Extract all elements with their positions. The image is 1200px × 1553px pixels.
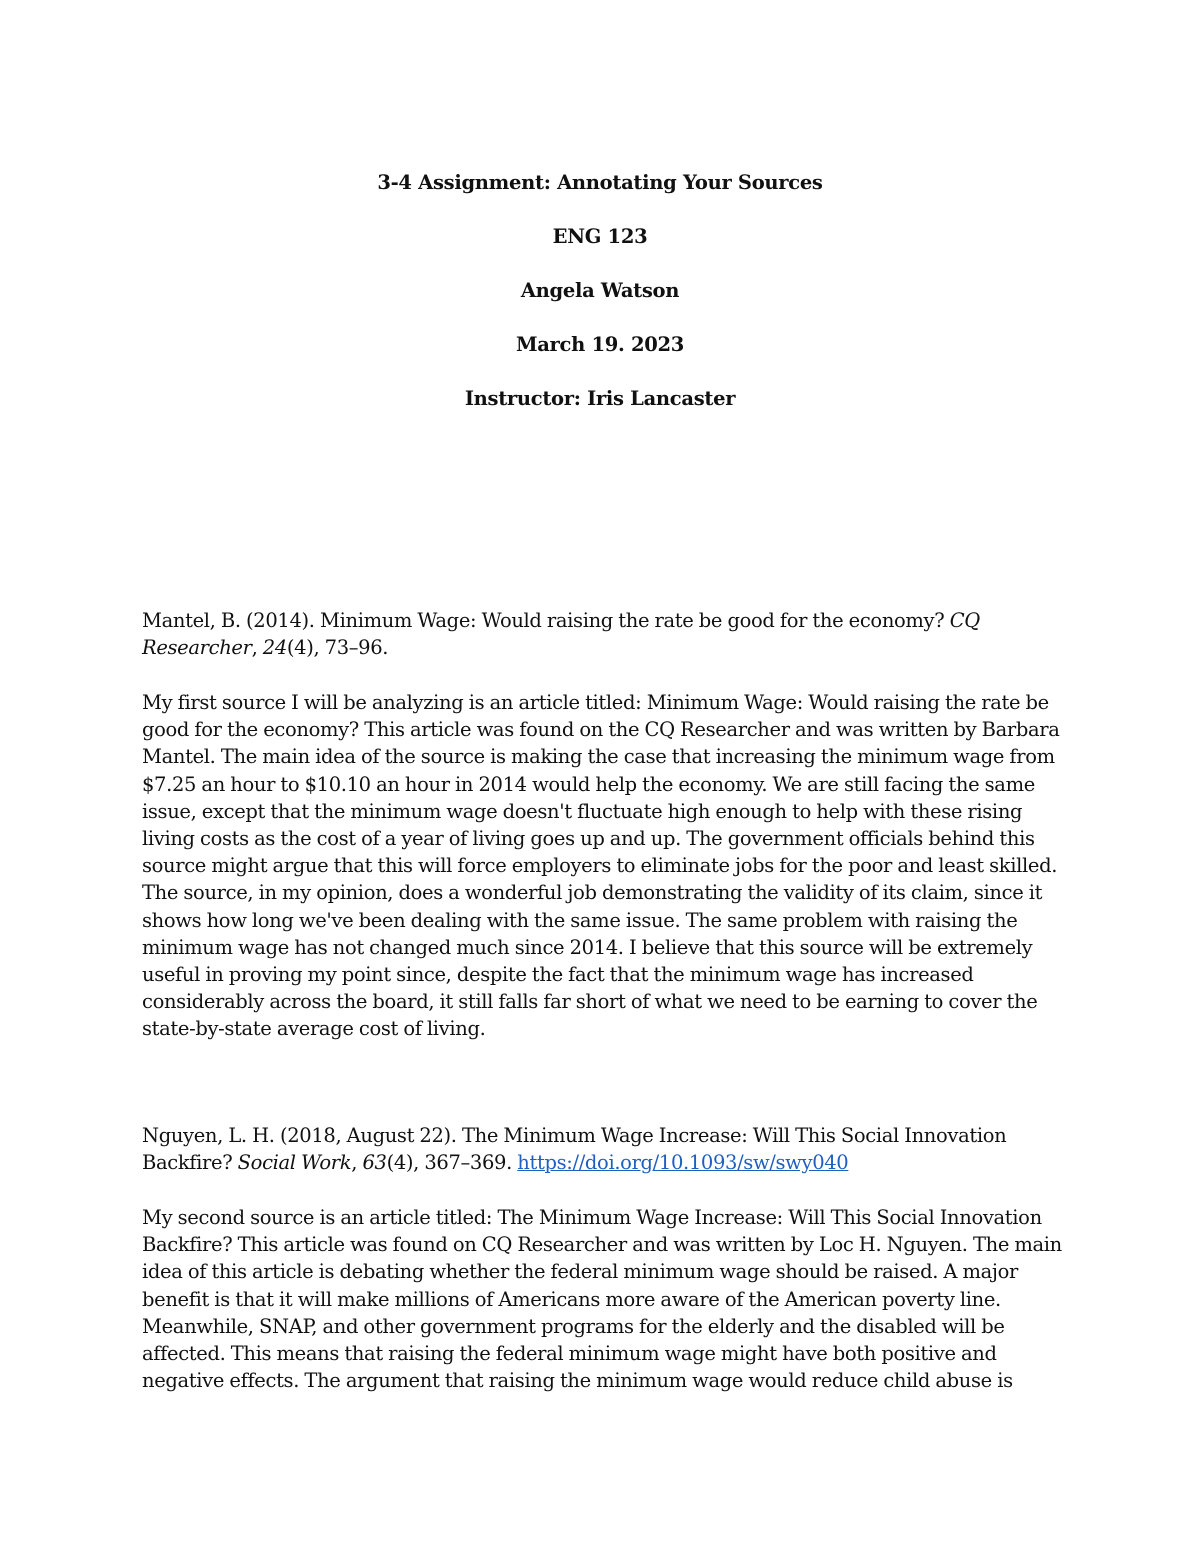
citation-volume: 63 [362, 1151, 387, 1175]
citation-separator: , [251, 636, 263, 660]
citation-issue-pages: (4), 367–369. [386, 1151, 518, 1175]
source-1-citation [142, 607, 1067, 661]
citation-journal: CQ Researcher [142, 609, 980, 660]
title-block [0, 168, 1200, 438]
source-2-annotation [142, 1204, 1067, 1394]
instructor-name: Instructor: Iris Lancaster [464, 387, 736, 410]
student-name: Angela Watson [520, 279, 680, 302]
annotation-paragraph: My second source is an article titled: The Minimum Wage Increase: Will This Social Innovation Backfire? This article was found on CQ Researcher and was written by Loc H. Nguyen. The main idea of this article is debating whether the federal minimum wage should be raised. A major benefit is that it will make millions of Americans more aware of the American poverty line. Meanwhile, SNAP, and other government programs for the elderly and the disabled will be affected. This means that raising the federal minimum wage might have both positive and negative effects. The argument that raising the minimum wage would reduce child abuse is [142, 1206, 1062, 1393]
submission-date: March 19. 2023 [515, 333, 685, 356]
source-1-annotation [142, 689, 1067, 1043]
citation-authors-title: Mantel, B. (2014). Minimum Wage: Would raising the rate be good for the economy? [142, 609, 950, 632]
assignment-title: 3-4 Assignment: Annotating Your Sources [377, 171, 823, 194]
doi-link[interactable]: https://doi.org/10.1093/sw/swy040 [517, 1151, 849, 1175]
citation-volume: 24 [262, 636, 287, 660]
citation-journal: Social Work [237, 1151, 352, 1175]
citation-authors-title: Nguyen, L. H. (2018, August 22). The Minimum Wage Increase: Will This Social Innovation Backfire? [142, 1124, 1007, 1175]
annotation-paragraph: My first source I will be analyzing is an article titled: Minimum Wage: Would raising the rate be good for the economy? This article was found on the CQ Researcher and was written by Barbara Mantel. The main idea of the source is making the case that increasing the minimum wage from $7.25 an hour to $10.10 an hour in 2014 would help the economy. We are still facing the same issue, except that the minimum wage doesn't fluctuate high enough to help with these rising living costs as the cost of a year of living goes up and up. The government officials behind this source might argue that this will force employers to eliminate jobs for the poor and least skilled. The source, in my opinion, does a wonderful job demonstrating the validity of its claim, since it shows how long we've been dealing with the same issue. The same problem with raising the minimum wage has not changed much since 2014. I believe that this source will be extremely useful in proving my point since, despite the fact that the minimum wage has increased considerably across the board, it still falls far short of what we need to be earning to cover the state-by-state average cost of living. [142, 691, 1060, 1041]
citation-separator: , [351, 1151, 363, 1175]
citation-issue-pages: (4), 73–96. [286, 636, 389, 660]
course-code: ENG 123 [552, 225, 648, 248]
source-2-citation [142, 1122, 1067, 1176]
